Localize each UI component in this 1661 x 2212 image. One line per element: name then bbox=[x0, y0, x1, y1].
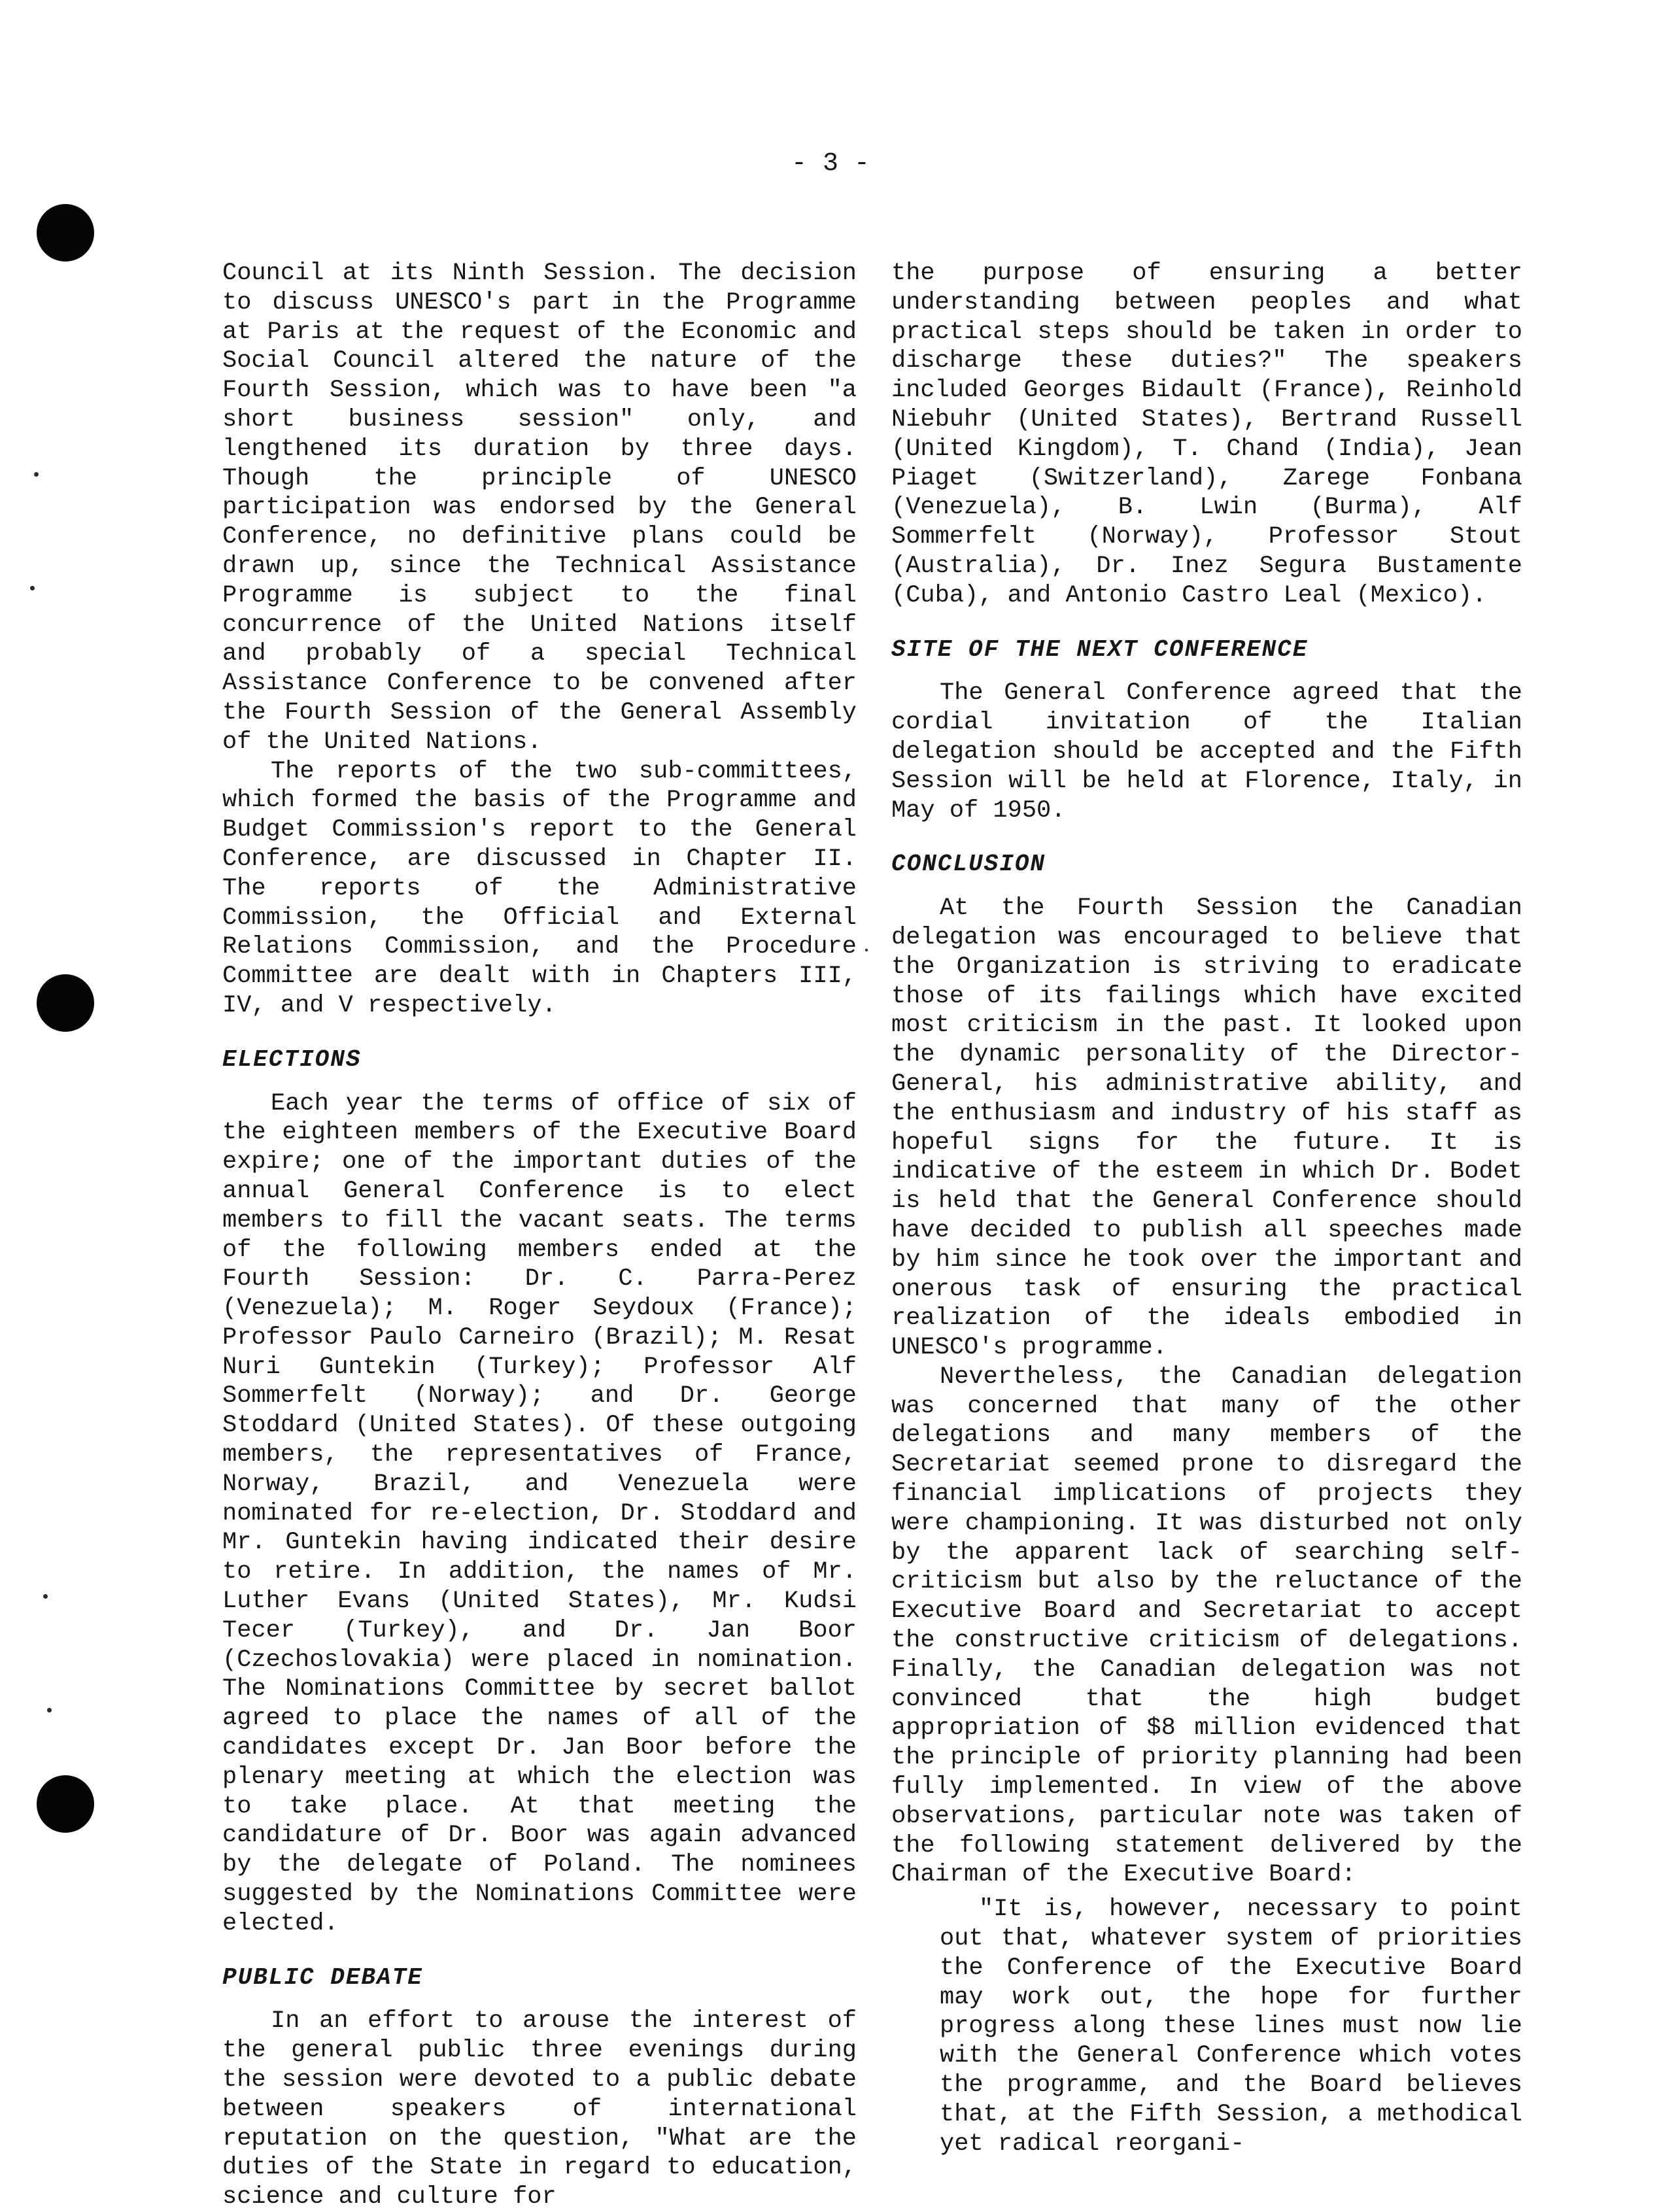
left-column bbox=[222, 259, 857, 2212]
paragraph-site: The General Conference agreed that the cordial invitation of the Italian delegation should be accepted and the Fifth Session will be held at Florence, Italy, in May of 1950. bbox=[891, 679, 1522, 825]
paragraph-public-debate: In an effort to arouse the interest of the general public three evenings during the session were devoted to a public debate between speakers of international reputation on the question, "What are the duties of the State in regard to education, science and culture for bbox=[222, 2007, 857, 2211]
scan-speck bbox=[30, 586, 35, 590]
punch-hole-bottom bbox=[37, 1775, 94, 1833]
scan-speck bbox=[34, 472, 39, 477]
punch-hole-middle bbox=[37, 974, 94, 1032]
right-column bbox=[891, 259, 1522, 2158]
punch-hole-top bbox=[37, 204, 94, 262]
scan-speck bbox=[47, 1708, 52, 1712]
page-number: - 3 - bbox=[791, 149, 870, 179]
heading-elections: ELECTIONS bbox=[222, 1046, 362, 1073]
paragraph-debate-speakers: the purpose of ensuring a better understanding between peoples and what practical steps should be taken in order to discharge these duties?" The speakers included Georges Bidault (France), Reinhold Niebuhr (United States), Bertrand Russell (United Kingdom), T. Chand (India), Jean Piaget (Switzerland), Zarege Fonbana (Venezuela), B. Lwin (Burma), Alf Sommerfelt (Norway), Professor Stout (Australia), Dr. Inez Segura Bustamente (Cuba), and Antonio Castro Leal (Mexico). bbox=[891, 260, 1522, 609]
heading-conclusion: CONCLUSION bbox=[891, 851, 1046, 878]
paragraph-council-session: Council at its Ninth Session. The decision to discuss UNESCO's part in the Programme at Paris at the request of the Economic and Social Council altered the nature of the Fourth Session, which was to have been "a short business session" only, and lengthened its duration by three days. Though the principle of UNESCO participation was endorsed by the General Conference, no definitive plans could be drawn up, since the Technical Assistance Programme is subject to the final concurrence of the United Nations itself and probably of a special Technical Assistance Conference to be convened after the Fourth Session of the General Assembly of the United Nations. bbox=[222, 260, 857, 756]
scan-speck bbox=[43, 1594, 48, 1599]
paragraph-elections: Each year the terms of office of six of the eighteen members of the Executive Board expire; one of the important duties of the annual General Conference is to elect members to fill the vacant seats. The terms of the following members ended at the Fourth Session: Dr. C. Parra-Perez (Venezuela); M. Roger Seydoux (France); Professor Paulo Carneiro (Brazil); M. Resat Nuri Guntekin (Turkey); Professor Alf Sommerfelt (Norway); and Dr. George Stoddard (United States). Of these outgoing members, the representatives of France, Norway, Brazil, and Venezuela were nominated for re-election, Dr. Stoddard and Mr. Guntekin having indicated their desire to retire. In addition, the names of Mr. Luther Evans (United States), Mr. Kudsi Tecer (Turkey), and Dr. Jan Boor (Czechoslovakia) were placed in nomination. The Nominations Committee by secret ballot agreed to place the names of all of the candidates except Dr. Jan Boor before the plenary meeting at which the election was to take place. At that meeting the candidature of Dr. Boor was again advanced by the delegate of Poland. The nominees suggested by the Nominations Committee were elected. bbox=[222, 1089, 857, 1937]
paragraph-conclusion: At the Fourth Session the Canadian delegation was encouraged to believe that the Organization is striving to eradicate those of its failings which have excited most criticism in the past. It looked upon the dynamic personality of the Director-General, his administrative ability, and the enthusiasm and industry of his staff as hopeful signs for the future. It is indicative of the esteem in which Dr. Bodet is held that the General Conference should have decided to publish all speeches made by him since he took over the important and onerous task of ensuring the practical realization of the ideals embodied in UNESCO's programme. bbox=[891, 894, 1522, 1362]
scan-speck bbox=[865, 949, 868, 951]
paragraph-sub-committee-reports: The reports of the two sub-committees, which formed the basis of the Programme and Budget Commission's report to the General Conference, are discussed in Chapter II. The reports of the Administrative Commission, the Official and External Relations Commission, and the Procedure Committee are dealt with in Chapters III, IV, and V respectively. bbox=[222, 757, 857, 1019]
executive-board-quote: "It is, however, necessary to point out that, whatever system of priorities the Conference of the Executive Board may work out, the hope for further progress along these lines must now lie with the General Conference which votes the programme, and the Board believes that, at the Fifth Session, a methodical yet radical reorgani- bbox=[940, 1896, 1522, 2158]
heading-site-of-next-conference: SITE OF THE NEXT CONFERENCE bbox=[891, 636, 1309, 663]
paragraph-nevertheless: Nevertheless, the Canadian delegation was concerned that many of the other delegations and many members of the Secretariat seemed prone to disregard the financial implications of projects they were championing. It was disturbed not only by the apparent lack of searching self-criticism but also by the reluctance of the Executive Board and Secretariat to accept the constructive criticism of delegations. Finally, the Canadian delegation was not convinced that the high budget appropriation of $8 million evidenced that the principle of priority planning had been fully implemented. In view of the above observations, particular note was taken of the following statement delivered by the Chairman of the Executive Board: bbox=[891, 1363, 1522, 1889]
heading-public-debate: PUBLIC DEBATE bbox=[222, 1964, 423, 1991]
